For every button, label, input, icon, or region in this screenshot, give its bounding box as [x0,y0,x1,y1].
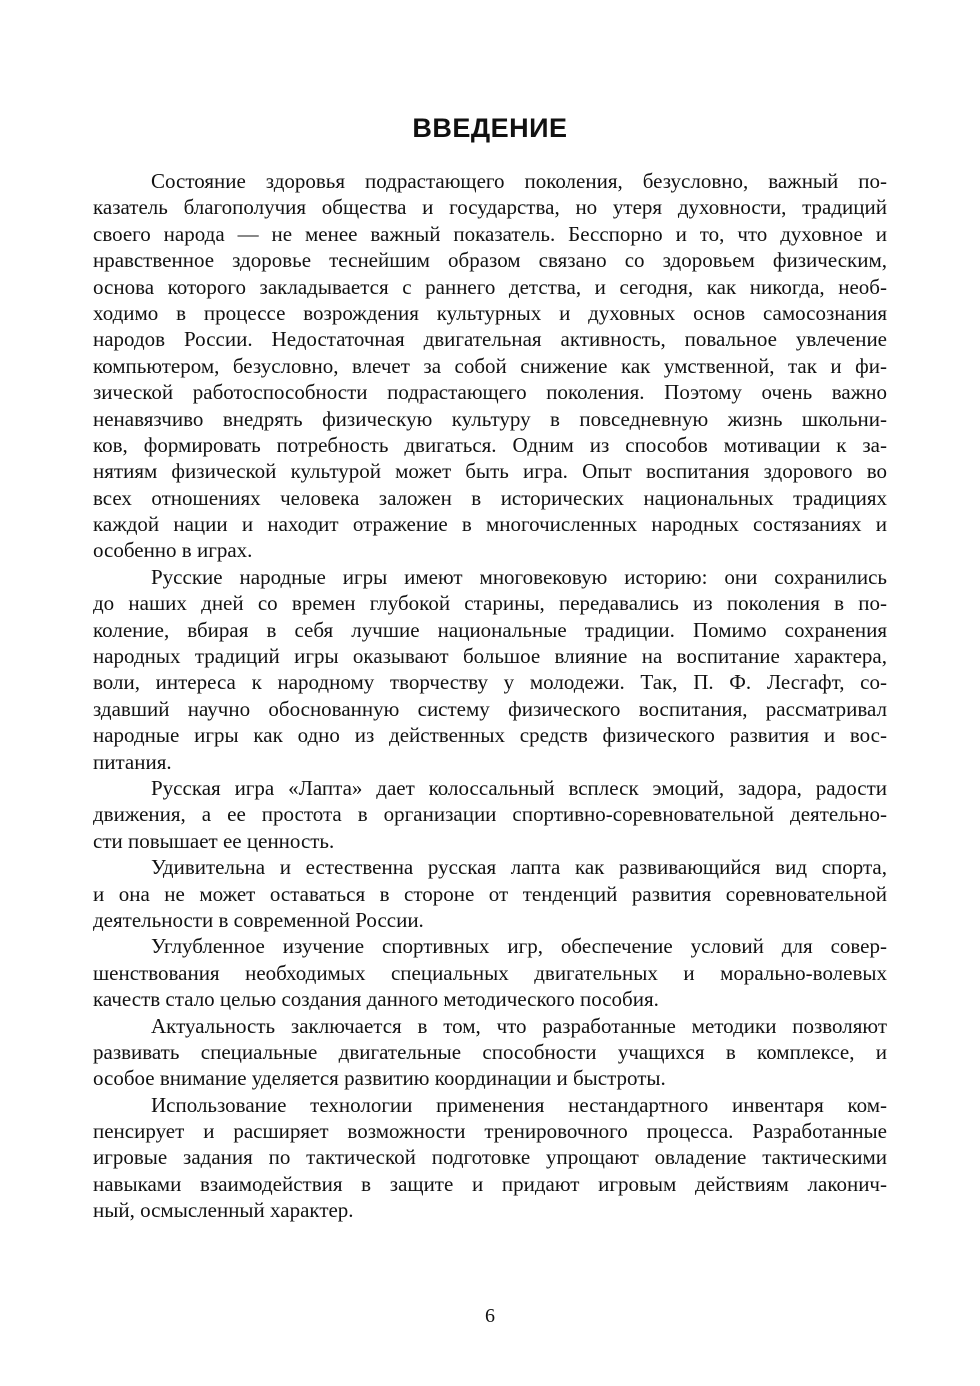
paragraph-3-line-2: движения, а ее простота в организации спортивно-соревновательной деятельно- [93,802,887,827]
paragraph-7-line-4: навыками взаимодействия в защите и придают игровым действиям лаконич- [93,1171,887,1196]
paragraph-7-line-5: ный, осмысленный характер. [93,1198,354,1223]
paragraph-3 [93,775,887,854]
paragraph-7-line-3: игровые задания по тактической подготовке упрощают овладение тактическими [93,1145,887,1170]
paragraph-1 [93,168,887,564]
paragraph-2-line-4: народных традиций игры оказывают большое влияние на воспитание характера, [93,644,887,669]
paragraph-4 [93,854,887,933]
paragraph-6 [93,1013,887,1092]
paragraph-5 [93,933,887,1012]
paragraph-1-line-10: ненавязчиво внедрять физическую культуру в повседневную жизнь школьни- [93,406,887,431]
paragraph-2-line-5: воли, интереса к народному творчеству у молодежи. Так, П. Ф. Лесгафт, со- [93,670,887,695]
paragraph-1-line-9: зической работоспособности подрастающего поколения. Поэтому очень важно [93,380,887,405]
page-number: 6 [485,1305,495,1327]
paragraph-1-line-6: ходимо в процессе возрождения культурных и духовных основ самосознания [93,300,887,325]
paragraph-3-line-3: сти повышает ее ценность. [93,828,335,853]
paragraph-1-line-8: компьютером, безусловно, влечет за собой снижение как умственной, так и фи- [93,353,887,378]
paragraph-2-line-7: народные игры как одно из действенных средств физического развития и вос- [93,723,887,748]
paragraph-6-line-2: развивать специальные двигательные способности учащихся в комплексе, и [93,1039,887,1064]
paragraph-1-line-7: народов России. Недостаточная двигательная активность, повальное увлечение [93,327,887,352]
paragraph-5-line-3: качеств стало целью создания данного методического пособия. [93,987,659,1012]
paragraph-7-line-1: Использование технологии применения нестандартного инвентаря ком- [151,1092,887,1117]
paragraph-4-line-3: деятельности в современной России. [93,907,424,932]
paragraph-3-line-1: Русская игра «Лапта» дает колоссальный всплеск эмоций, задора, радости [151,775,887,800]
paragraph-1-line-11: ков, формировать потребность двигаться. Одним из способов мотивации к за- [93,432,887,457]
paragraph-1-line-4: нравственное здоровье теснейшим образом связано со здоровьем физическим, [93,248,887,273]
paragraph-2-line-3: коление, вбирая в себя лучшие национальные традиции. Помимо сохранения [93,617,887,642]
paragraph-1-line-13: всех отношениях человека заложен в исторических национальных традициях [93,485,887,510]
paragraph-2-line-6: здавший научно обоснованную систему физического воспитания, рассматривал [93,696,887,721]
page-title: ВВЕДЕНИЕ [412,113,568,143]
paragraph-2 [93,564,887,775]
paragraph-4-line-2: и она не может оставаться в стороне от тенденций развития соревновательной [93,881,887,906]
paragraph-7 [93,1092,887,1224]
paragraph-2-line-1: Русские народные игры имеют многовековую историю: они сохранились [151,564,887,589]
paragraph-5-line-1: Углубленное изучение спортивных игр, обеспечение условий для совер- [151,934,887,959]
paragraph-1-line-12: нятиям физической культурой может быть игра. Опыт воспитания здорового во [93,459,887,484]
paragraph-1-line-15: особенно в играх. [93,538,253,563]
paragraph-2-line-2: до наших дней со времен глубокой старины, передавались из поколения в по- [93,591,887,616]
paragraph-5-line-2: шенствования необходимых специальных двигательных и морально-волевых [93,960,887,985]
paragraph-1-line-5: основа которого закладывается с раннего детства, и сегодня, как никогда, необ- [93,274,887,299]
paragraph-2-line-8: питания. [93,749,172,774]
body-text [93,168,887,1224]
paragraph-7-line-2: пенсирует и расширяет возможности тренировочного процесса. Разработанные [93,1119,887,1144]
paragraph-1-line-1: Состояние здоровья подрастающего поколения, безусловно, важный по- [151,169,887,193]
paragraph-1-line-3: своего народа — не менее важный показатель. Бесспорно и то, что духовное и [93,221,887,246]
paragraph-6-line-3: особое внимание уделяется развитию координации и быстроты. [93,1066,666,1091]
paragraph-1-line-2: казатель благополучия общества и государства, но утеря духовности, традиций [93,195,887,220]
paragraph-1-line-14: каждой нации и находит отражение в многочисленных народных состязаниях и [93,512,887,537]
paragraph-4-line-1: Удивительна и естественна русская лапта как развивающийся вид спорта, [151,855,887,880]
paragraph-6-line-1: Актуальность заключается в том, что разработанные методики позволяют [151,1013,887,1038]
